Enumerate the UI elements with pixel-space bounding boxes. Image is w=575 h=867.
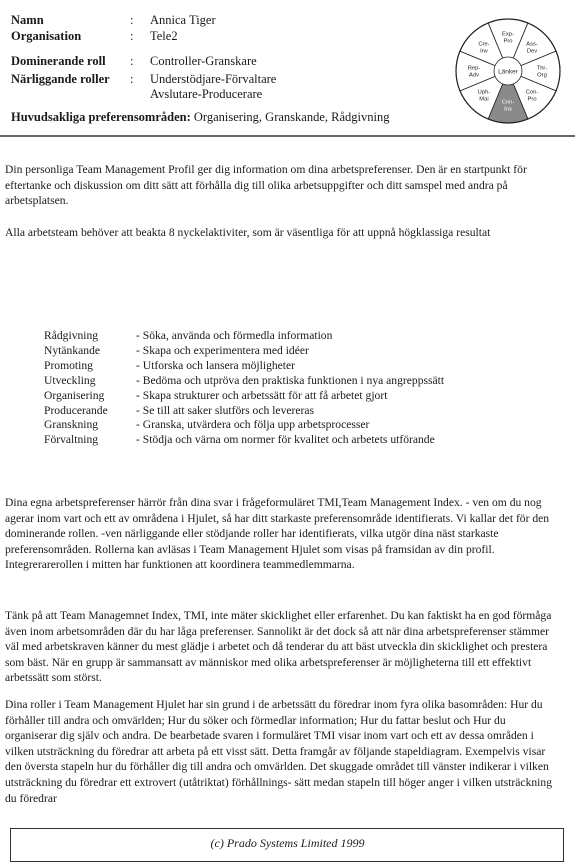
organisation-label: Organisation [11,29,82,43]
dominant-role-label: Dominerande roll [11,54,106,68]
name-value: Annica Tiger [150,13,216,27]
activity-row [44,404,444,419]
preference-areas [11,110,389,125]
wheel-segment-label: Pro [527,96,537,103]
colon: : [130,29,134,43]
activity-description: - Söka, använda och förmedla information [136,329,333,342]
copyright-footer: (c) Prado Systems Limited 1999 [210,836,365,850]
activity-row [44,359,444,374]
activity-name: Producerande [44,403,108,417]
wheel-segment-label: Rep- [467,65,481,72]
activity-row [44,374,444,389]
wheel-segment-label: Uph- [477,89,491,96]
wheel-segment-label: Adv [469,72,479,79]
dominant-role-value: Controller-Granskare [150,54,257,68]
wheel-segment-label: Dev [526,48,538,55]
related-roles-label: Närliggande roller [11,72,110,86]
wheel-segment-label: Cre- [478,41,490,48]
wheel-segment-label: Thr- [536,65,548,72]
related-role-1: Understödjare-Förvaltare [150,72,277,86]
colon: : [130,72,134,86]
wheel-segment-label: Con- [525,89,539,96]
activity-description: - Skapa och experimentera med idéer [136,343,309,357]
wheel-segment-label: Org [537,72,547,79]
preference-value: Organisering, Granskande, Rådgivning [190,110,390,124]
wheel-center-label: Länker [498,68,518,76]
preference-label: Huvudsakliga preferensområden: [11,110,191,124]
activity-name: Organisering [44,388,105,402]
related-role-2: Avslutare-Producerare [150,87,263,101]
team-management-wheel [453,16,563,126]
activity-description: - Se till att saker slutförs och levereras [136,403,315,417]
activity-row [44,433,444,448]
colon: : [130,13,134,27]
activities-intro: Alla arbetsteam behöver att beakta 8 nyckelaktiviter, som är väsentliga för att uppnå högklassiga resultat [5,226,491,239]
colon: : [130,54,134,68]
roles-paragraph: Dina egna arbetspreferenser härrör från dina svar i frågeformuläret TMI,Team Management Index. - ven om du nog agerar inom vart och ett av områdena i Hjulet, så har ditt starkaste preferensområde identifierats. Vi kallar det för den dominerande rollen. -ven närliggande eller stödjande roller har identifierats, vilka utgör dina näst starkaste preferensområden. Rollerna kan avläsas i Team Management Hjulet som visas på framsidan av din profil. Integrerarerollen i mitten har funktionen att koordinera teammedlemmarna. [5,496,550,572]
activity-name: Rådgivning [44,329,99,342]
activity-name: Förvaltning [44,433,99,447]
wheel-segment-label: Exp- [502,31,514,38]
tmi-paragraph: Tänk på att Team Managemnet Index, TMI, inte mäter skicklighet eller erfarenhet. Du kan faktiskt ha en god förmåga även inom arbetsområden där du har låga preferenser. Sannolikt är det dock så att när dina arbetspreferenser stämmer väl med arbetskraven känner du mest glädje i arbetet och då tenderar du att bäst utveckla din skicklighet och prestera som bäst. När en grupp är sammansatt av människor med olika arbetspreferenser är möjligheterna till ett effektivt arbetssätt som störst. [5,609,552,685]
activity-name: Granskning [44,418,99,432]
activity-description: - Stödja och värna om normer för kvalitet och arbetets utförande [136,433,435,447]
activity-row [44,418,444,433]
wheel-segment-label: Con- [501,99,515,106]
activity-row [44,344,444,359]
activity-description: - Utforska och lansera möjligheter [136,358,296,372]
basic-areas-paragraph: Dina roller i Team Management Hjulet har sin grund i de arbetssätt du föredrar inom fyra olika basområden: Hur du förhåller till andra och omvärlden; Hur du söker och förmedlar information; Hur du fattar beslut och Hur du organiserar dig själv och andra. De bearbetade svaren i formuläret TMI visar inom vart och ett av dessa områden i vilken utsträckning du föredrar att arbeta på ett visst sätt. Detta framgår av följande stapeldiagram. Exempelvis visar den översta stapeln hur du förhåller dig till andra och omvärlden. Det skuggade området till vänster indikerar i vilken utsträckning du föredrar ett extrovert (utåtriktat) förhållnings- sätt medan stapeln till höger anger i vilken utsträckning du föredrar [5,698,552,805]
organisation-value: Tele2 [150,29,178,43]
wheel-segment-label: Pro [503,38,513,45]
header-divider [0,135,575,137]
activity-description: - Skapa strukturer och arbetssätt för att få arbetet gjort [136,388,388,402]
name-label: Namn [11,13,44,27]
wheel-segment-label: Ins [504,106,512,113]
activity-description: - Granska, utvärdera och följa upp arbetsprocesser [136,418,370,432]
activity-list [44,329,444,448]
activity-name: Promoting [44,358,93,372]
activity-name: Utveckling [44,373,96,387]
activity-row [44,389,444,404]
wheel-segment-label: Inv [480,48,488,55]
activity-description: - Bedöma och utpröva den praktiska funktionen i nya angreppssätt [136,373,445,387]
wheel-segment-label: Ass- [526,41,538,48]
activity-row [44,329,444,344]
activity-name: Nytänkande [44,343,101,357]
intro-paragraph: Din personliga Team Management Profil ger dig information om dina arbetspreferenser. Den är en startpunkt för eftertanke och diskussion om ditt sätt att förhålla dig till olika arbetsuppgifter och ditt samspel med andra på arbetsplatsen. [5,163,527,208]
wheel-segment-label: Mai [479,96,489,103]
